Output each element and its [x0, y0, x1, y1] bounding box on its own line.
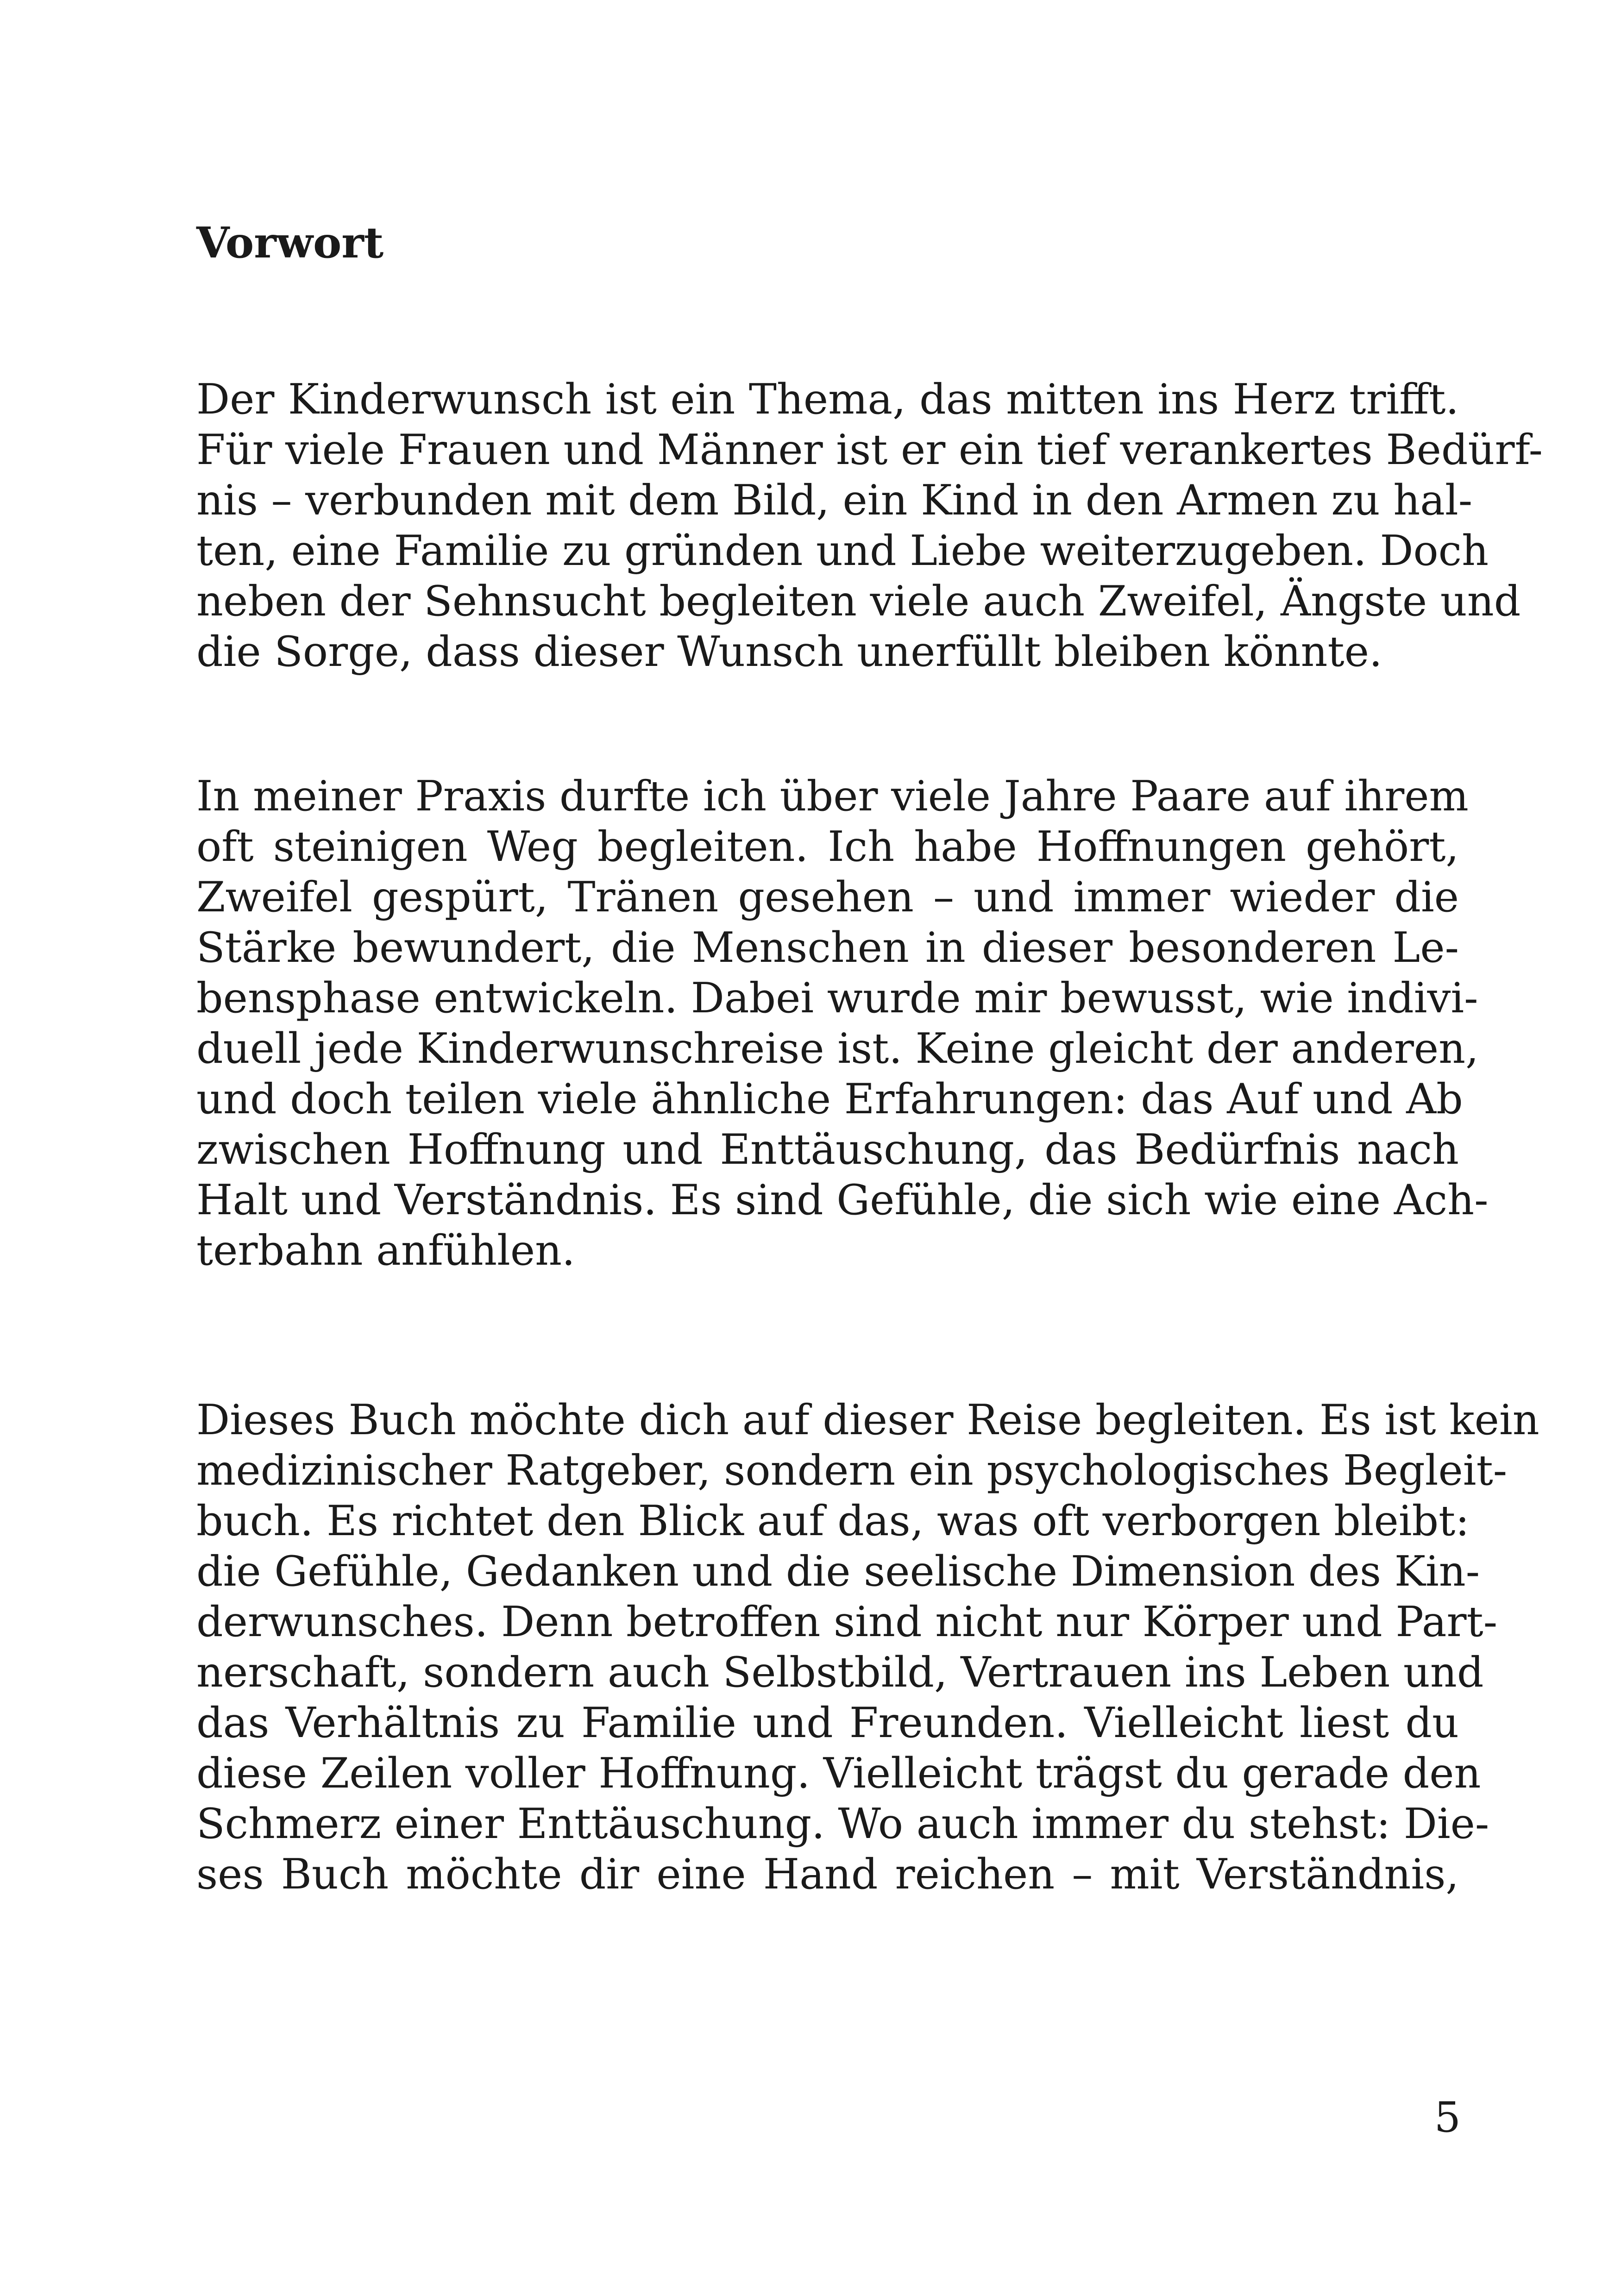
paragraph-2	[196, 771, 1489, 1276]
text-line: Zweifel gespürt, Tränen gesehen – und immer wieder die	[196, 873, 1459, 922]
text-line: diese Zeilen voller Hoffnung. Vielleicht trägst du gerade den	[196, 1749, 1481, 1798]
text-line: nis – verbunden mit dem Bild, ein Kind in den Armen zu hal-	[196, 476, 1473, 525]
text-line: zwischen Hoffnung und Enttäuschung, das Bedürfnis nach	[196, 1125, 1459, 1174]
text-line: Halt und Verständnis. Es sind Gefühle, die sich wie eine Ach-	[196, 1176, 1489, 1224]
text-line: oft steinigen Weg begleiten. Ich habe Hoffnungen gehört,	[196, 822, 1459, 871]
text-line: Schmerz einer Enttäuschung. Wo auch immer du stehst: Die-	[196, 1800, 1489, 1848]
text-line: ses Buch möchte dir eine Hand reichen – mit Verständnis,	[196, 1850, 1459, 1899]
text-line: bensphase entwickeln. Dabei wurde mir bewusst, wie indivi-	[196, 974, 1478, 1023]
text-line: ten, eine Familie zu gründen und Liebe weiterzugeben. Doch	[196, 527, 1489, 575]
text-line: In meiner Praxis durfte ich über viele Jahre Paare auf ihrem	[196, 772, 1469, 821]
text-line: das Verhältnis zu Familie und Freunden. Vielleicht liest du	[196, 1699, 1459, 1747]
text-line: und doch teilen viele ähnliche Erfahrungen: das Auf und Ab	[196, 1075, 1463, 1123]
text-line: duell jede Kinderwunschreise ist. Keine gleicht der anderen,	[196, 1024, 1479, 1073]
chapter-heading: Vorwort	[196, 218, 384, 268]
text-line: Für viele Frauen und Männer ist er ein tief verankertes Bedürf-	[196, 426, 1543, 474]
paragraph-1	[196, 374, 1543, 677]
text-line: medizinischer Ratgeber, sondern ein psychologisches Begleit-	[196, 1446, 1508, 1495]
text-line: die Sorge, dass dieser Wunsch unerfüllt bleiben könnte.	[196, 627, 1382, 676]
text-line: derwunsches. Denn betroffen sind nicht nur Körper und Part-	[196, 1598, 1498, 1646]
text-line: neben der Sehnsucht begleiten viele auch Zweifel, Ängste und	[196, 577, 1521, 626]
text-line: Dieses Buch möchte dich auf dieser Reise begleiten. Es ist kein	[196, 1396, 1539, 1444]
text-line: nerschaft, sondern auch Selbstbild, Vertrauen ins Leben und	[196, 1648, 1484, 1697]
text-line: buch. Es richtet den Blick auf das, was oft verborgen bleibt:	[196, 1497, 1470, 1545]
page-number: 5	[1434, 2093, 1461, 2142]
paragraph-3	[196, 1395, 1539, 1900]
text-line: terbahn anfühlen.	[196, 1226, 575, 1275]
text-line: die Gefühle, Gedanken und die seelische Dimension des Kin-	[196, 1547, 1480, 1596]
text-line: Der Kinderwunsch ist ein Thema, das mitten ins Herz trifft.	[196, 375, 1459, 424]
text-line: Stärke bewundert, die Menschen in dieser besonderen Le-	[196, 923, 1459, 972]
